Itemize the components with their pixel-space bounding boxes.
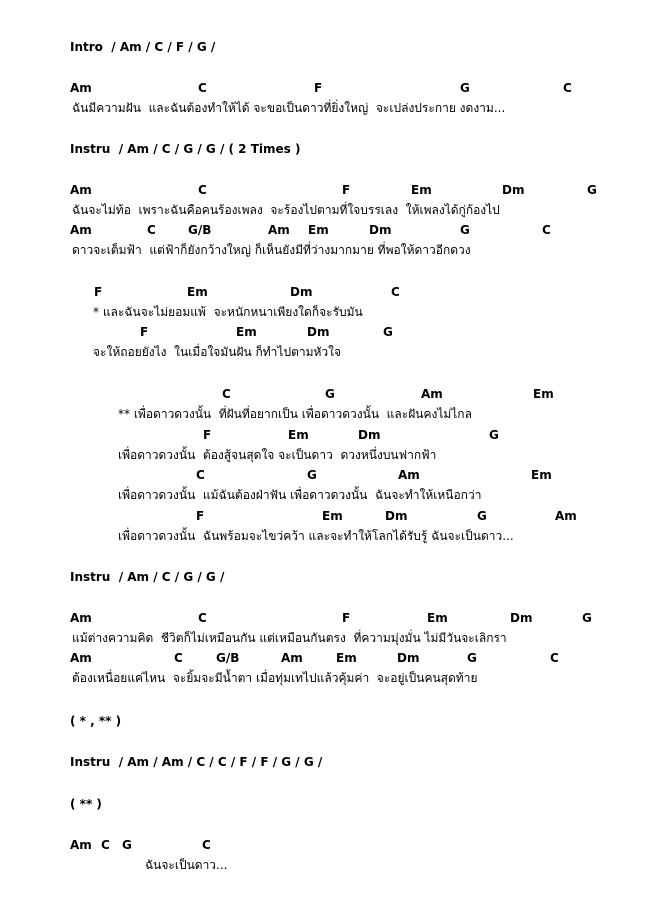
chord: Am <box>268 223 290 237</box>
chord: G <box>307 468 317 482</box>
chorus-line3-lyric: เพื่อดาวดวงนั้น แม้ฉันต้องฝ่าฟัน เพื่อดาวดวงนั้น ฉันจะทำให้เหนือกว่า <box>118 488 482 502</box>
prechorus-line2-lyric: จะให้ถอยยังไง ในเมื่อใจมันฝัน ก็ทำไปตามหัวใจ <box>93 345 342 359</box>
repeat-marker-2: ( ** ) <box>70 797 102 811</box>
chord: Am <box>70 651 92 665</box>
chord: Em <box>411 183 432 197</box>
chord: Am <box>421 387 443 401</box>
chord: Am <box>555 509 577 523</box>
chord: Am <box>70 838 92 852</box>
chord: F <box>203 428 212 442</box>
chord: Am <box>398 468 420 482</box>
chord: G <box>122 838 132 852</box>
chord: G <box>489 428 499 442</box>
chord: Em <box>322 509 343 523</box>
chord: F <box>94 285 103 299</box>
verse3-line1-lyric: แม้ต่างความคิด ชีวิตก็ไม่เหมือนกัน แต่เหมือนกันตรง ที่ความมุ่งมั่น ไม่มีวันจะเลิกรา <box>72 631 507 645</box>
chord: Dm <box>307 325 330 339</box>
chord: Em <box>533 387 554 401</box>
prechorus-line1-lyric: * และฉันจะไม่ยอมแพ้ จะหนักหนาเพียงใดก็จะรับมัน <box>93 305 363 319</box>
chord: G <box>467 651 477 665</box>
chord: Em <box>427 611 448 625</box>
verse2-line2-lyric: ดาวจะเต็มฟ้า แต่ฟ้าก็ยังกว้างใหญ่ ก็เห็นยังมีที่ว่างมากมาย ที่พอให้ดาวอีกดวง <box>72 243 471 257</box>
chord: F <box>342 611 351 625</box>
outro-lyric: ฉันจะเป็นดาว... <box>145 858 228 872</box>
verse2-line1-lyric: ฉันจะไม่ท้อ เพราะฉันคือคนร้องเพลง จะร้องไปตามที่ใจบรรเลง ให้เพลงได้กู่ก้องไป <box>72 203 500 217</box>
chorus-line2-lyric: เพื่อดาวดวงนั้น ต้องสู้จนสุดใจ จะเป็นดาว ดวงหนึ่งบนฟากฟ้า <box>118 448 437 462</box>
chord: C <box>198 611 207 625</box>
repeat-marker-1: ( * , ** ) <box>70 714 122 728</box>
chord: C <box>147 223 156 237</box>
chord: F <box>140 325 149 339</box>
chord: C <box>196 468 205 482</box>
chord: C <box>101 838 110 852</box>
chord: G <box>582 611 592 625</box>
chord: F <box>196 509 205 523</box>
chord: F <box>314 81 323 95</box>
chord: Em <box>531 468 552 482</box>
chord: Dm <box>397 651 420 665</box>
chord: C <box>202 838 211 852</box>
chord: G <box>477 509 487 523</box>
chord: Dm <box>369 223 392 237</box>
chord: Dm <box>510 611 533 625</box>
chord: Dm <box>290 285 313 299</box>
intro-line: Intro / Am / C / F / G / <box>70 40 216 54</box>
chord: C <box>542 223 551 237</box>
verse3-line2-lyric: ต้องเหนื่อยแค่ไหน จะยิ้มจะมีน้ำตา เมื่อทุ่มเทไปแล้วคุ้มค่า จะอยู่เป็นคนสุดท้าย <box>72 671 478 685</box>
chord: G <box>325 387 335 401</box>
chord: C <box>198 81 207 95</box>
chord: F <box>342 183 351 197</box>
chord: G <box>460 81 470 95</box>
chord: G <box>383 325 393 339</box>
verse1-lyric: ฉันมีความฝัน และฉันต้องทำให้ได้ จะขอเป็นดาวที่ยิ่งใหญ่ จะเปล่งประกาย งดงาม... <box>72 101 506 115</box>
chord: C <box>174 651 183 665</box>
chord: Dm <box>385 509 408 523</box>
chord: Am <box>70 611 92 625</box>
chord: Em <box>187 285 208 299</box>
chord: G/B <box>188 223 212 237</box>
chorus-line1-lyric: ** เพื่อดาวดวงนั้น ที่ฝันที่อยากเป็น เพื่อดาวดวงนั้น และฝันคงไม่ไกล <box>118 407 472 421</box>
chord: G <box>587 183 597 197</box>
chord: Am <box>281 651 303 665</box>
instru2-line: Instru / Am / C / G / G / <box>70 570 225 584</box>
chord: Am <box>70 183 92 197</box>
chord: C <box>563 81 572 95</box>
chord: C <box>550 651 559 665</box>
chord: Em <box>288 428 309 442</box>
chord: Dm <box>358 428 381 442</box>
chord: C <box>391 285 400 299</box>
chord: Dm <box>502 183 525 197</box>
chord: Am <box>70 81 92 95</box>
chord: Em <box>308 223 329 237</box>
chord: Am <box>70 223 92 237</box>
chord: C <box>222 387 231 401</box>
chorus-line4-lyric: เพื่อดาวดวงนั้น ฉันพร้อมจะไขว่คว้า และจะทำให้โลกได้รับรู้ ฉันจะเป็นดาว... <box>118 529 514 543</box>
chord: Em <box>236 325 257 339</box>
chord: Em <box>336 651 357 665</box>
chord: C <box>198 183 207 197</box>
chord: G/B <box>216 651 240 665</box>
instru3-line: Instru / Am / Am / C / C / F / F / G / G / <box>70 755 323 769</box>
chord: G <box>460 223 470 237</box>
instru1-line: Instru / Am / C / G / G / ( 2 Times ) <box>70 142 301 156</box>
